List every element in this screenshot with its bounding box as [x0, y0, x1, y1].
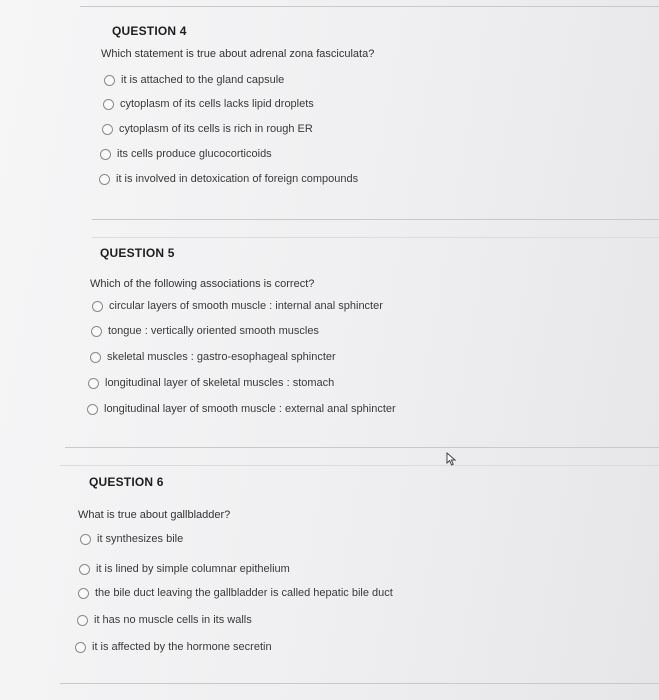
radio-button[interactable]	[88, 378, 99, 389]
option-label: it is lined by simple columnar epithelium	[96, 563, 290, 575]
radio-button[interactable]	[100, 149, 111, 160]
question-5-option-4[interactable]	[88, 374, 334, 392]
question-5-option-1[interactable]	[92, 297, 383, 315]
question-5-title: QUESTION 5	[100, 246, 175, 260]
option-label: it is involved in detoxication of foreign compounds	[116, 173, 359, 185]
option-label: it has no muscle cells in its walls	[94, 614, 252, 626]
radio-button[interactable]	[91, 326, 102, 337]
option-label: it is affected by the hormone secretin	[92, 641, 272, 653]
option-label: the bile duct leaving the gallbladder is called hepatic bile duct	[95, 587, 393, 599]
question-6-title: QUESTION 6	[89, 475, 164, 489]
option-label: cytoplasm of its cells lacks lipid droplets	[120, 98, 314, 110]
option-label: longitudinal layer of smooth muscle : external anal sphincter	[104, 403, 396, 415]
radio-button[interactable]	[75, 642, 86, 653]
radio-button[interactable]	[77, 615, 88, 626]
radio-button[interactable]	[99, 174, 110, 185]
question-5-option-5[interactable]	[87, 400, 396, 418]
question-4-text: Which statement is true about adrenal zona fasciculata?	[101, 48, 375, 60]
radio-button[interactable]	[92, 301, 103, 312]
question-6-text: What is true about gallbladder?	[78, 509, 231, 521]
question-6-option-2[interactable]	[79, 560, 290, 578]
option-label: it is attached to the gland capsule	[121, 74, 285, 86]
radio-button[interactable]	[90, 352, 101, 363]
question-5-option-3[interactable]	[90, 348, 336, 366]
radio-button[interactable]	[79, 564, 90, 575]
question-5-option-2[interactable]	[91, 322, 319, 340]
option-label: circular layers of smooth muscle : internal anal sphincter	[109, 300, 383, 312]
separator-top	[80, 6, 659, 7]
option-label: skeletal muscles : gastro-esophageal sphincter	[107, 351, 336, 363]
option-label: longitudinal layer of skeletal muscles : stomach	[105, 377, 335, 389]
option-label: its cells produce glucocorticoids	[117, 148, 272, 160]
radio-button[interactable]	[80, 534, 91, 545]
mouse-pointer-icon	[446, 452, 458, 466]
question-5-text: Which of the following associations is correct?	[90, 278, 315, 290]
separator-q4	[92, 219, 659, 220]
radio-button[interactable]	[103, 99, 114, 110]
separator-bottom	[60, 683, 659, 684]
radio-button[interactable]	[104, 75, 115, 86]
question-6-option-1[interactable]	[80, 530, 183, 548]
radio-button[interactable]	[87, 404, 98, 415]
separator-q5	[65, 447, 659, 448]
radio-button[interactable]	[102, 124, 113, 135]
question-4-option-4[interactable]	[100, 145, 272, 163]
option-label: tongue : vertically oriented smooth muscles	[108, 325, 319, 337]
question-4-option-3[interactable]	[102, 120, 313, 138]
question-6-option-5[interactable]	[75, 638, 272, 656]
separator-q4-shadow	[92, 237, 659, 238]
option-label: it synthesizes bile	[97, 533, 184, 545]
radio-button[interactable]	[78, 588, 89, 599]
question-6-option-4[interactable]	[77, 611, 252, 629]
question-6-option-3[interactable]	[78, 584, 393, 602]
question-4-option-2[interactable]	[103, 95, 314, 113]
question-4-title: QUESTION 4	[112, 24, 187, 38]
separator-q5-shadow	[60, 465, 659, 466]
option-label: cytoplasm of its cells is rich in rough ER	[119, 123, 313, 135]
question-4-option-1[interactable]	[104, 71, 284, 89]
question-4-option-5[interactable]	[99, 170, 358, 188]
